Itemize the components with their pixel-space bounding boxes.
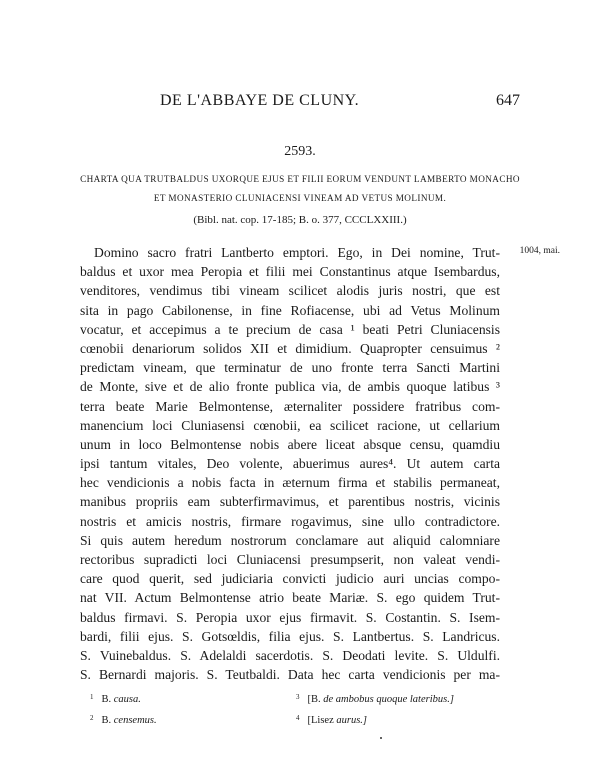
text-line: Si quis autem heredum nostrorum conclamare aut aliquid calomniare [80,532,500,548]
text-line: hec vendicionis a nobis facta in æternum firma et stabilis permaneat, [80,475,500,491]
text-line: Domino sacro fratri Lantberto emptori. Ego, in Dei nomine, Trut- [94,245,500,260]
text-line: care quod querit, sed judiciaria convicti judicio auri uncias compo- [80,571,500,587]
text-line: nostris et amicis nostris, firmare rogavimus, sine ullo contradictore. [80,513,500,529]
footnote-prefix: [B. [307,694,321,705]
text-line: sita in pago Cabilonense, in fine Rofiacense, ubi ad Vetus Molinum [80,302,500,318]
text-line: baldus et uxor mea Peropia et filii mei Constantinus atque Isembardus, [80,264,500,280]
source-reference: (Bibl. nat. cop. 17-185; B. o. 377, CCCLXXIII.) [193,214,407,226]
charter-text [80,243,500,684]
footnote-2 [90,709,290,730]
text-line: baldus firmavi. S. Peropia uxor ejus firmavit. S. Costantin. S. Isem- [80,609,500,625]
text-line: manibus propriis eam subterfirmavimus, et parentibus nostris, vicinis [80,494,500,510]
footnote-1 [90,688,290,709]
text-line: venditores, vendimus tibi vineam scilicet alodis juris nostri, que est [80,283,500,299]
text-line: unum in loco Belmontense nobis abere liceat absque censu, quamdiu [80,436,500,452]
footnote-4 [296,709,496,730]
text-line: manencium loci Cluniasensi cœnobii, ea scilicet racione, ut cellarium [80,417,500,433]
charter-number: 2593. [284,144,316,159]
text-line: cœnobii denariorum solidos XII et dimidium. Quapropter censuimus ² [80,340,500,356]
ink-speck [380,737,382,739]
footnote-text: censemus. [113,715,157,726]
running-title: DE L'ABBAYE DE CLUNY. [160,92,360,109]
rubric-line: CHARTA QUA TRUTBALDUS UXORQUE EJUS ET FILII EORUM VENDUNT LAMBERTO MONACHO [80,174,520,184]
footnote-prefix: [Lisez [307,715,334,726]
text-line: S. Bernardi majoris. S. Teutbaldi. Data hec carta vendicionis per ma- [80,667,500,683]
footnote-text: de ambobus quoque lateribus.] [323,694,454,705]
text-line: bardi, filii ejus. S. Gotsœldis, filia ejus. S. Lantbertus. S. Landricus. [80,628,500,644]
footnotes-left-column [90,688,290,730]
text-line: ipsi tantum vitales, Deo volente, abuerimus aures⁴. Ut autem carta [80,456,500,472]
text-line: terra beate Marie Belmontense, æternaliter possidere fratribus com- [80,398,500,414]
footnote-mark: 1 [90,693,94,701]
footnote-mark: 2 [90,714,94,722]
text-line: predictam vineam, que terminatur de uno fronte terra Sancti Martini [80,360,500,376]
footnote-text: aurus.] [336,715,368,726]
footnote-mark: 4 [296,714,300,722]
footnote-3 [296,688,496,709]
page-number: 647 [496,92,520,109]
footnotes-right-column [296,688,496,730]
text-line: nat VII. Actum Belmontense atrio beate Mariæ. S. ego quidem Trut- [80,590,500,606]
rubric-line: ET MONASTERIO CLUNIACENSI VINEAM AD VETUS MOLINUM. [153,193,447,203]
charter-rubric [70,170,530,208]
footnote-prefix: B. [101,694,112,705]
text-line: de Monte, sive et de alio fronte publica via, de ambis quoque latibus ³ [80,379,500,395]
footnote-mark: 3 [296,693,300,701]
margin-date: 1004, mai. [519,246,560,256]
text-line: S. Vuinebaldus. S. Adelaldi sacerdotis. S. Deodati levite. S. Uldulfi. [80,647,500,663]
footnote-text: causa. [113,694,141,705]
text-line: rectoribus supradicti loci Cluniacensi presumpserit, non valeat vendi- [80,552,500,567]
text-line: vocatur, et accepimus a te precium de casa ¹ beati Petri Cluniacensis [80,321,500,337]
footnote-prefix: B. [101,715,112,726]
